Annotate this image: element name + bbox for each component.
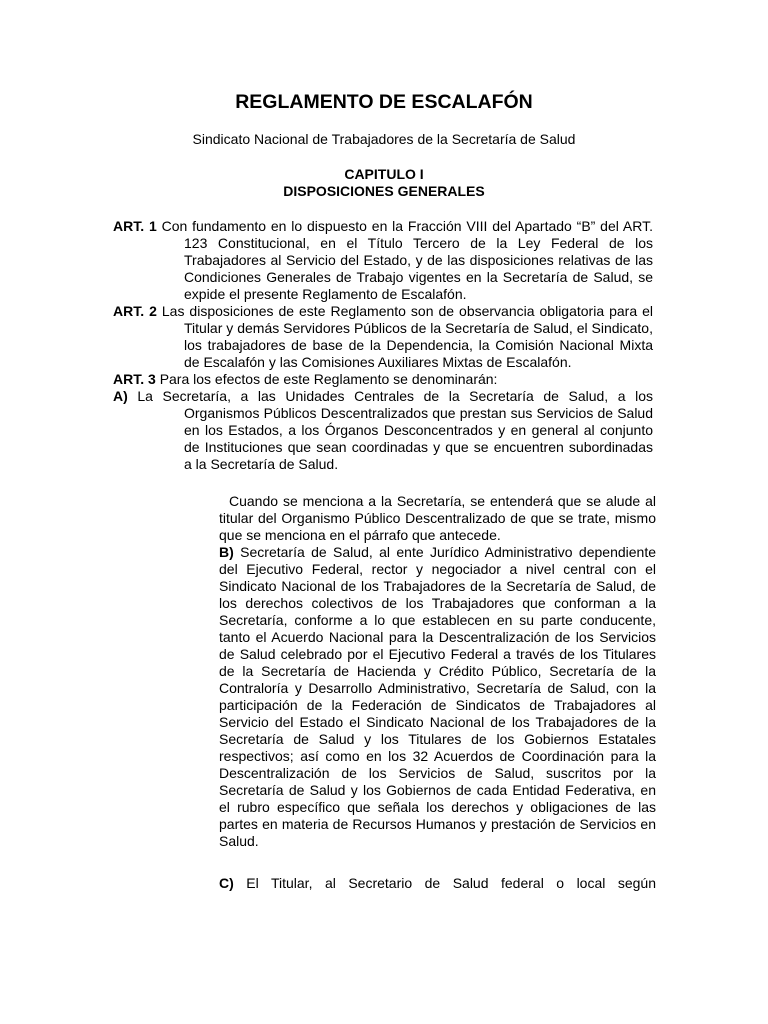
item-c-label: C): [219, 875, 234, 891]
item-b: [219, 544, 656, 850]
document-body: [113, 218, 653, 473]
document-title: REGLAMENTO DE ESCALAFÓN: [235, 91, 533, 113]
article-2: [113, 303, 653, 371]
article-3: [113, 371, 653, 388]
article-2-text: Las disposiciones de este Reglamento son de observancia obligatoria para el Titular y demás Servidores Públicos de la Secretaría de Salud, el Sindicato, los trabajadores de base de la Dependencia, la Comisión Nacional Mixta de Escalafón y las Comisiones Auxiliares Mixtas de Escalafón.: [161, 303, 653, 370]
chapter-name: DISPOSICIONES GENERALES: [283, 183, 485, 199]
item-c-container: [219, 875, 656, 895]
article-3-text: Para los efectos de este Reglamento se denominarán:: [159, 371, 498, 387]
chapter-heading: [0, 166, 768, 200]
article-1-label: ART. 1: [113, 218, 157, 234]
item-b-label: B): [219, 544, 234, 560]
article-1-text: Con fundamento en lo dispuesto en la Fracción VIII del Apartado “B” del ART. 123 Constitucional, en el Título Tercero de la Ley Federal de los Trabajadores al Servicio del Estado, y de las disposiciones relativas de las Condiciones Generales de Trabajo vigentes en la Secretaría de Salud, se expide el presente Reglamento de Escalafón.: [161, 218, 653, 302]
chapter-number: CAPITULO I: [344, 166, 424, 182]
article-3-label: ART. 3: [113, 371, 156, 387]
item-a-note: Cuando se menciona a la Secretaría, se entenderá que se alude al titular del Organismo Público Descentralizado de que se trate, mismo que se menciona en el párrafo que antecede.: [219, 493, 656, 543]
item-b-text: Secretaría de Salud, al ente Jurídico Administrativo dependiente del Ejecutivo Federal, rector y negociador a nivel central con el Sindicato Nacional de los Trabajadores de la Secretaría de Salud, de los derechos colectivos de los Trabajadores que conforman a la Secretaría, conforme a lo que establecen en su parte conducente, tanto el Acuerdo Nacional para la Descentralización de los Servicios de Salud celebrado por el Ejecutivo Federal a través de los Titulares de la Secretaría de Hacienda y Crédito Público, Secretaría de la Contraloría y Desarrollo Administrativo, Secretaría de Salud, con la participación de la Federación de Sindicatos de Trabajadores al Servicio del Estado el Sindicato Nacional de los Trabajadores de la Secretaría de Salud y los Titulares de los Gobiernos Estatales respectivos; así como en los 32 Acuerdos de Coordinación para la Descentralización de los Servicios de Salud, suscritos por la Secretaría de Salud y los Gobiernos de cada Entidad Federativa, en el rubro específico que señala los derechos y obligaciones de las partes en materia de Recursos Humanos y prestación de Servicios en Salud.: [219, 544, 656, 849]
article-1: [113, 218, 653, 303]
document-subtitle: Sindicato Nacional de Trabajadores de la Secretaría de Salud: [192, 131, 576, 147]
item-a-text: La Secretaría, a las Unidades Centrales de la Secretaría de Salud, a los Organismos Públicos Descentralizados que prestan sus Servicios de Salud en los Estados, a los Órganos Desconcentrados y en general al conjunto de Instituciones que sean coordinadas y que se encuentren subordinadas a la Secretaría de Salud.: [137, 388, 654, 472]
item-a-label: A): [113, 388, 128, 404]
definitions-block: [219, 493, 656, 850]
item-c-text: El Titular, al Secretario de Salud federal o local según: [246, 875, 656, 891]
item-a: [113, 388, 653, 473]
article-2-label: ART. 2: [113, 303, 157, 319]
item-c: [219, 875, 656, 892]
